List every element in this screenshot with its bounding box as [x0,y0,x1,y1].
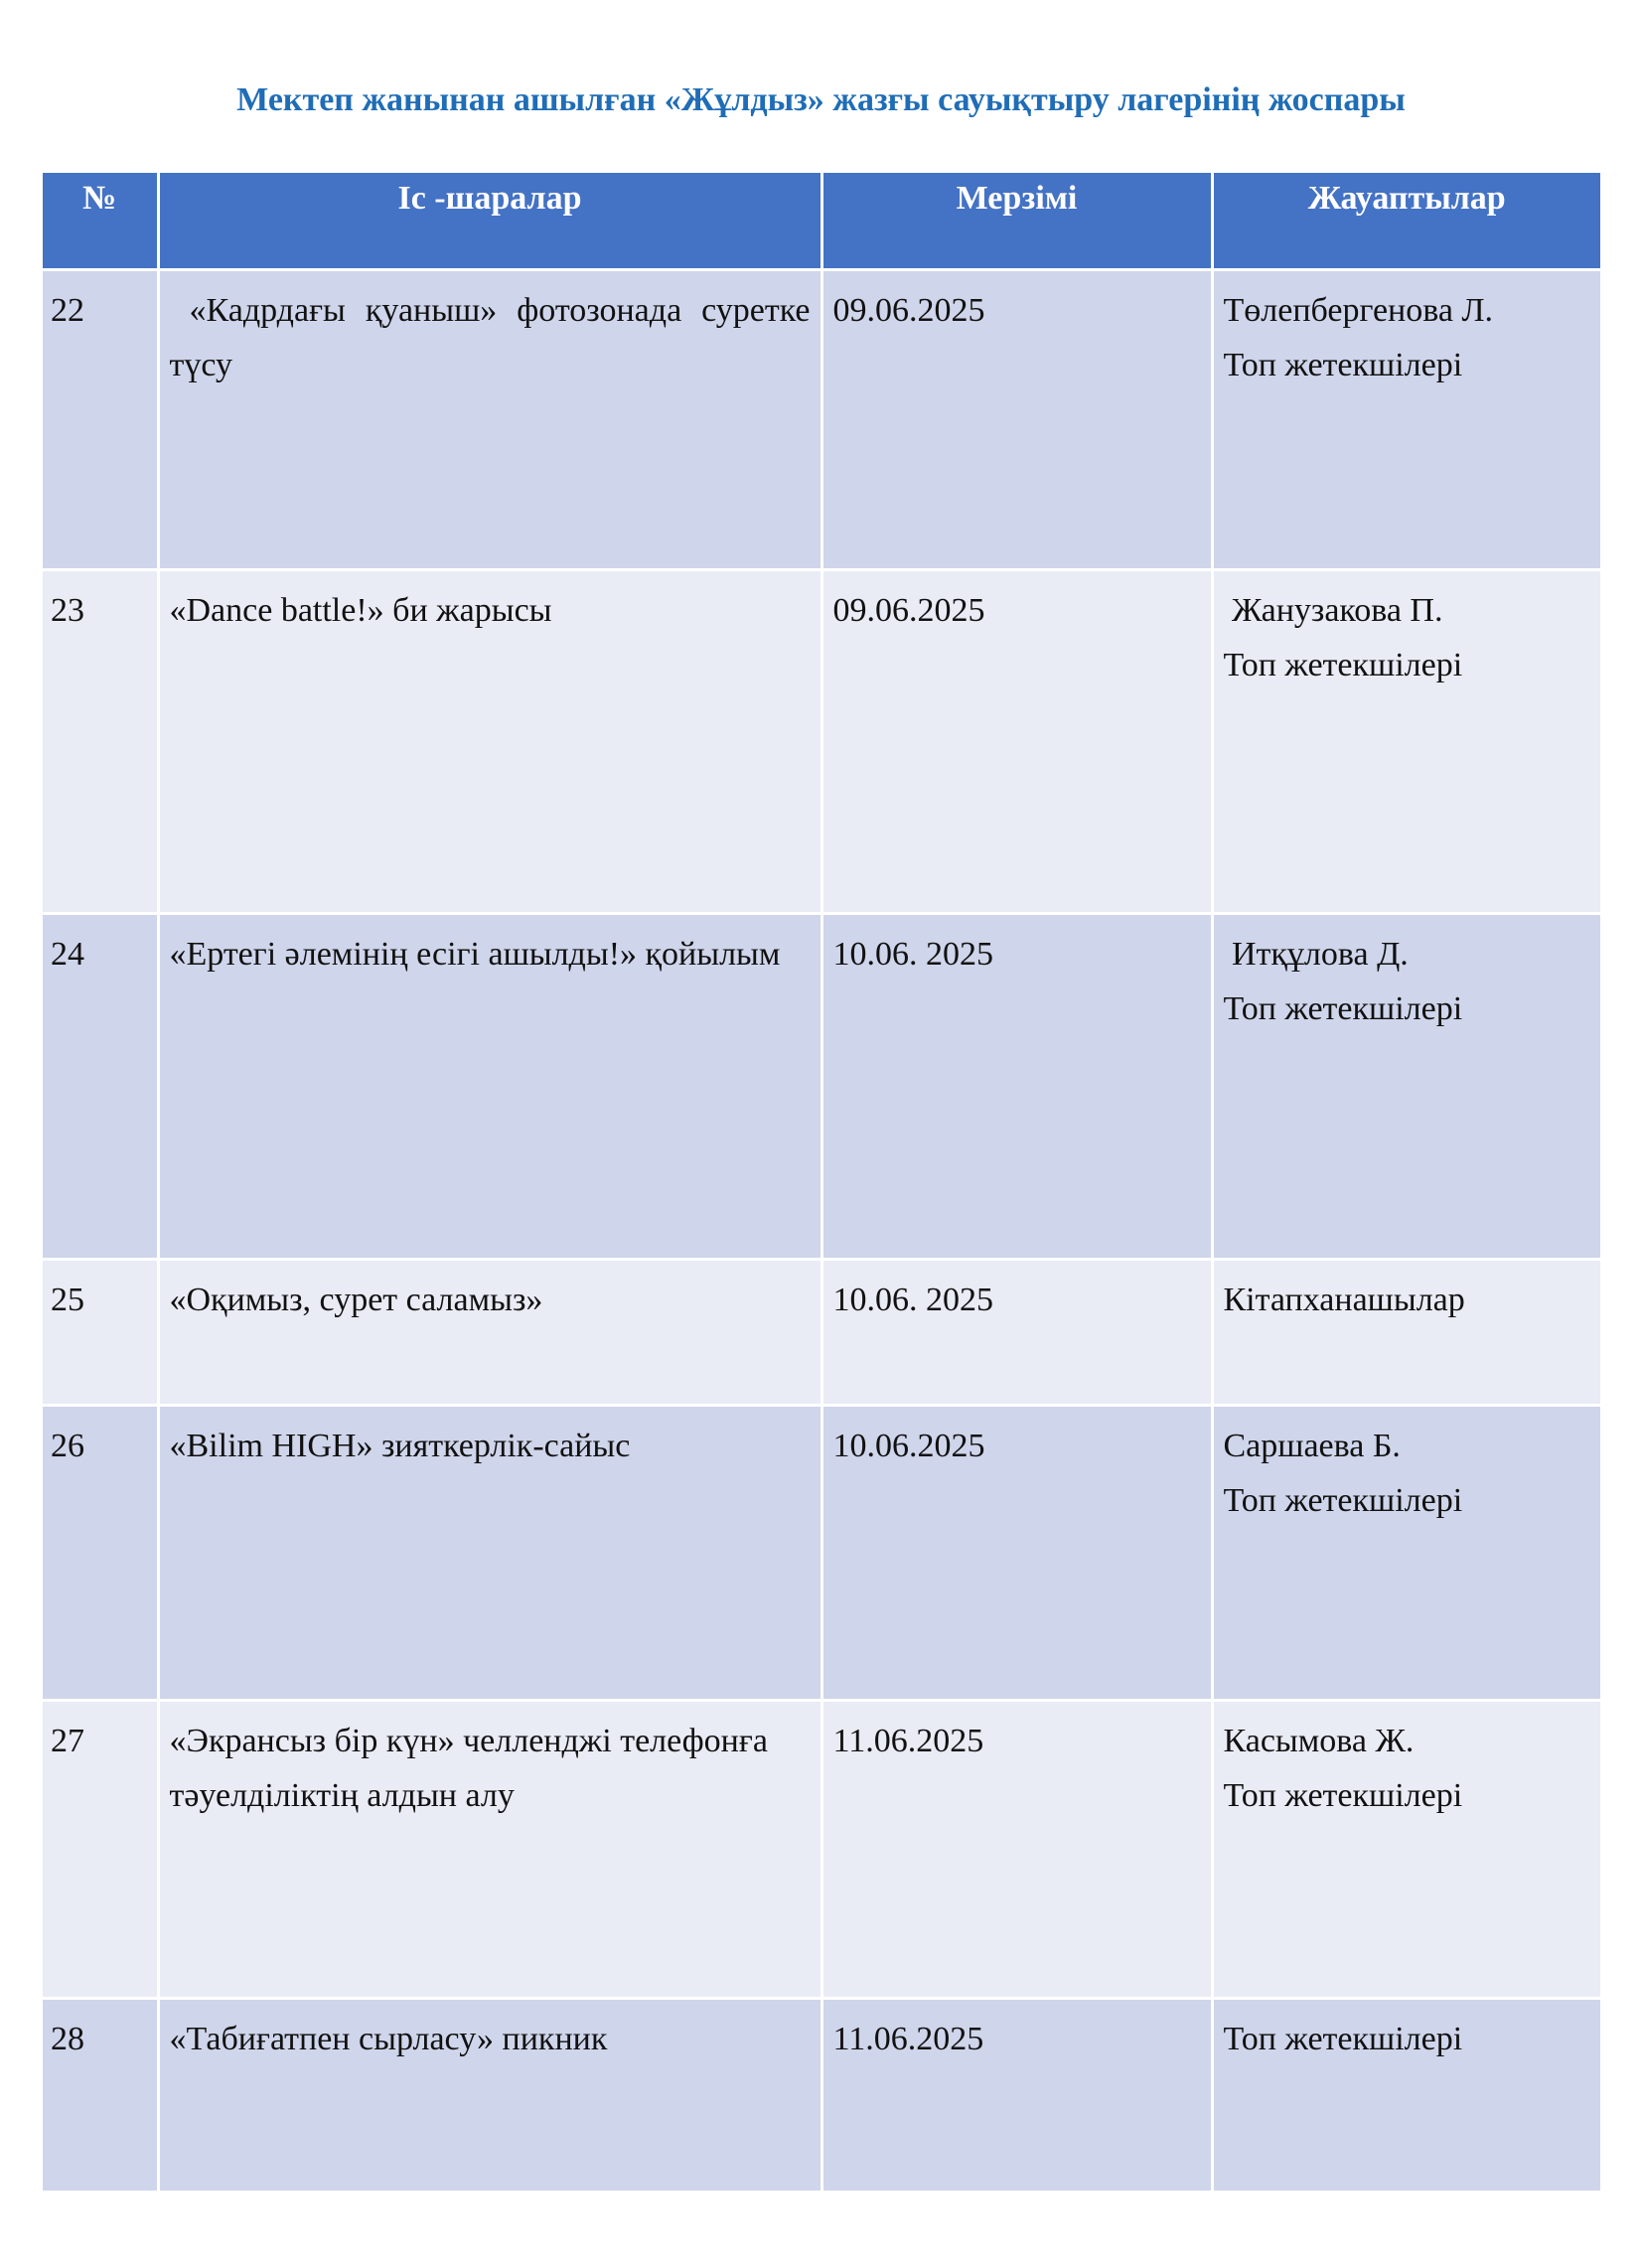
row-date: 09.06.2025 [821,270,1212,570]
row-date: 09.06.2025 [821,570,1212,914]
plan-table [43,173,1600,2193]
row-activity: «Ертегі әлемінің есігі ашылды!» қойылым [158,914,821,1260]
column-header-date: Мерзімі [821,173,1212,270]
row-activity: «Оқимыз, сурет саламыз» [158,1260,821,1406]
row-date: 11.06.2025 [821,1701,1212,1999]
row-responsible [1212,1260,1600,1406]
row-number: 25 [43,1260,158,1406]
row-activity: «Экрансыз бір күн» челленджі телефонға тәуелділіктің алдын алу [158,1701,821,1999]
responsible-line: Саршаева Б. [1223,1428,1401,1464]
row-number: 22 [43,270,158,570]
responsible-line: Төлепбергенова Л. [1223,292,1494,329]
row-responsible [1212,270,1600,570]
page-title: Мектеп жанынан ашылған «Жұлдыз» жазғы сауықтыру лагерінің жоспары [236,81,1406,118]
column-header-number: № [43,173,158,270]
table-row [43,270,1600,570]
row-date: 10.06.2025 [821,1406,1212,1701]
row-responsible [1212,1701,1600,1999]
table-row [43,914,1600,1260]
responsible-line: Кітапханашылар [1223,1282,1465,1318]
table-row [43,1701,1600,1999]
row-number: 26 [43,1406,158,1701]
row-activity: «Bilim HIGH» зияткерлік-сайыс [158,1406,821,1701]
row-date: 10.06. 2025 [821,914,1212,1260]
responsible-line: Жанузакова П. [1223,592,1443,629]
responsible-line: Топ жетекшілері [1223,990,1463,1027]
row-date: 10.06. 2025 [821,1260,1212,1406]
row-responsible [1212,1406,1600,1701]
row-date: 11.06.2025 [821,1999,1212,2192]
row-responsible [1212,914,1600,1260]
responsible-line: Топ жетекшілері [1223,1777,1463,1814]
responsible-line: Топ жетекшілері [1223,647,1463,683]
row-number: 24 [43,914,158,1260]
table-row [43,1999,1600,2192]
table-header-row [43,173,1600,270]
table-row [43,570,1600,914]
row-activity: «Кадрдағы қуаныш» фотозонада суретке түсу [158,270,821,570]
row-activity: «Dance battle!» би жарысы [158,570,821,914]
column-header-responsible: Жауаптылар [1212,173,1600,270]
row-activity: «Табиғатпен сырласу» пикник [158,1999,821,2192]
responsible-line: Топ жетекшілері [1223,2021,1463,2057]
row-responsible [1212,1999,1600,2192]
column-header-activities: Іс -шаралар [158,173,821,270]
responsible-line: Касымова Ж. [1223,1723,1415,1759]
row-number: 23 [43,570,158,914]
table-row [43,1406,1600,1701]
row-number: 28 [43,1999,158,2192]
table-row [43,1260,1600,1406]
responsible-line: Топ жетекшілері [1223,1482,1463,1519]
row-responsible [1212,570,1600,914]
responsible-line: Итқұлова Д. [1223,936,1409,973]
responsible-line: Топ жетекшілері [1223,347,1463,383]
row-number: 27 [43,1701,158,1999]
